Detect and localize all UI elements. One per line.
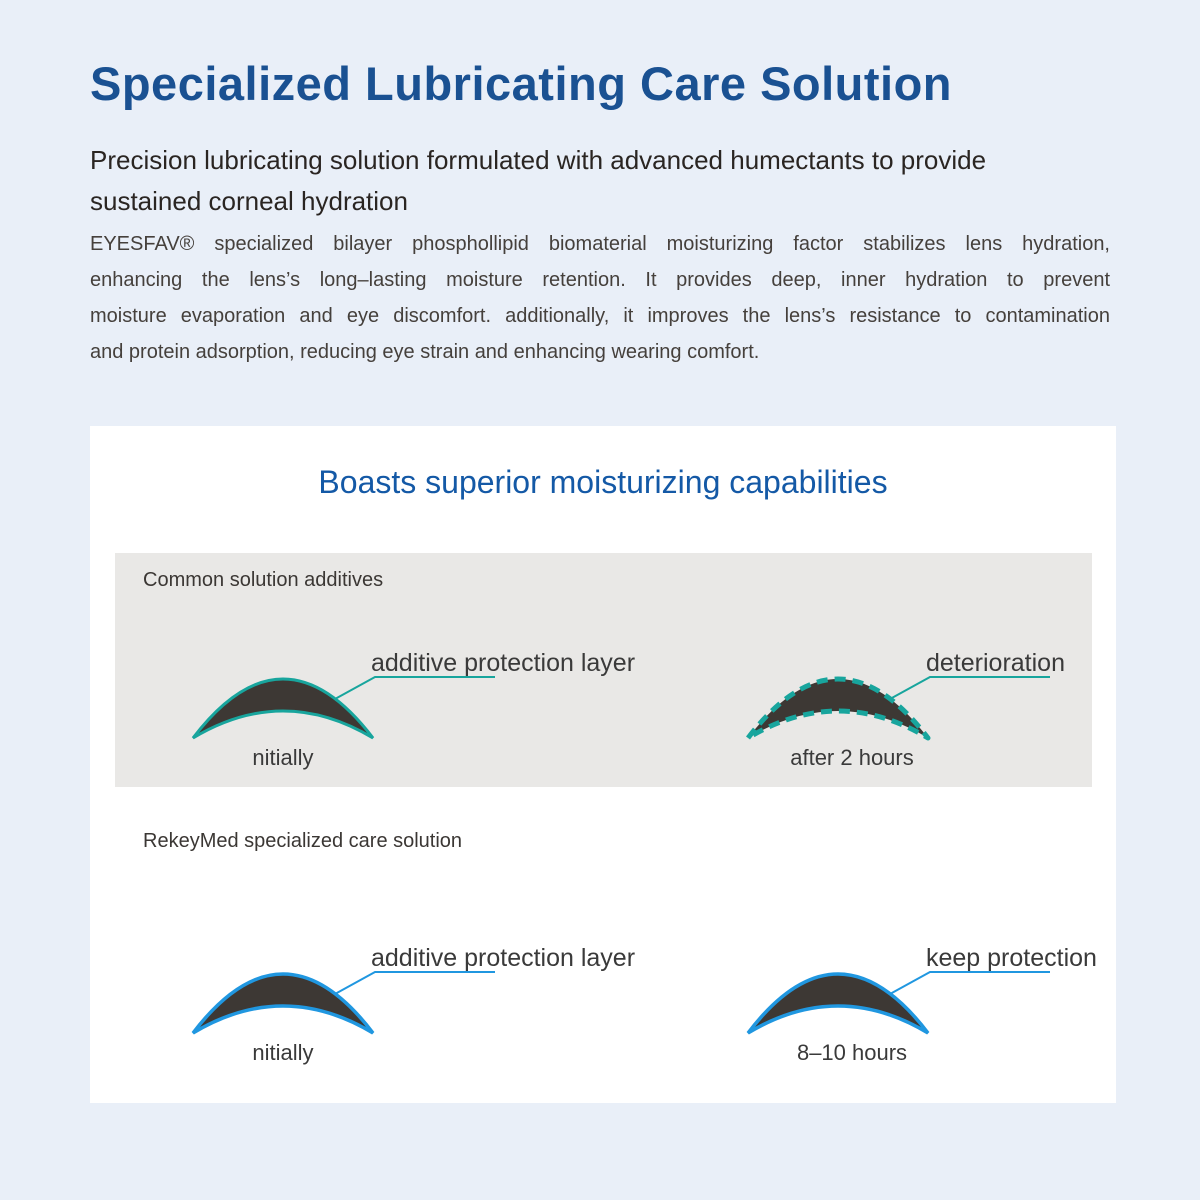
body-paragraph-line: enhancing the lens’s long–lasting moisture retention. It provides deep, inner hydration to prevent bbox=[90, 269, 1110, 291]
leader-line bbox=[890, 677, 1050, 699]
lens-diagram bbox=[185, 635, 635, 785]
leader-line bbox=[335, 677, 495, 699]
lens-diagram bbox=[740, 930, 1190, 1080]
lens-diagram bbox=[740, 635, 1190, 785]
lens-figure-rekeymed-initial bbox=[185, 930, 635, 1080]
body-paragraph bbox=[90, 226, 1110, 370]
figure-label: keep protection bbox=[926, 944, 1097, 972]
lens-shape bbox=[193, 974, 373, 1033]
body-paragraph-line: EYESFAV® specialized bilayer phosphollipid biomaterial moisturizing factor stabilizes lens hydration, bbox=[90, 233, 1110, 255]
figure-label: deterioration bbox=[926, 649, 1065, 677]
page-subtitle-line: sustained corneal hydration bbox=[90, 186, 408, 216]
figure-caption: nitially bbox=[252, 745, 314, 770]
figure-label: additive protection layer bbox=[371, 944, 636, 972]
body-paragraph-line: and protein adsorption, reducing eye strain and enhancing wearing comfort. bbox=[90, 341, 760, 363]
lens-figure-common-initial bbox=[185, 635, 635, 785]
lens-figure-common-after-2-hours bbox=[740, 635, 1190, 785]
page-title: Specialized Lubricating Care Solution bbox=[90, 57, 953, 110]
panel-label-rekeymed: RekeyMed specialized care solution bbox=[143, 830, 463, 852]
page-subtitle-line: Precision lubricating solution formulated with advanced humectants to provide bbox=[90, 145, 987, 175]
lens-figure-rekeymed-8-10-hours bbox=[740, 930, 1190, 1080]
page-subtitle bbox=[90, 140, 986, 222]
lens-shape bbox=[193, 679, 373, 738]
panel-label-common-additives: Common solution additives bbox=[143, 569, 384, 591]
body-paragraph-line: moisture evaporation and eye discomfort. additionally, it improves the lens’s resistance to contamination bbox=[90, 305, 1110, 327]
figure-caption: after 2 hours bbox=[790, 745, 914, 770]
lens-shape-deteriorated bbox=[748, 679, 928, 738]
lens-diagram bbox=[185, 930, 635, 1080]
leader-line bbox=[890, 972, 1050, 994]
leader-line bbox=[335, 972, 495, 994]
figure-label: additive protection layer bbox=[371, 649, 636, 677]
figure-caption: nitially bbox=[252, 1040, 314, 1065]
card-title: Boasts superior moisturizing capabilities bbox=[318, 464, 888, 500]
figure-caption: 8–10 hours bbox=[796, 1040, 908, 1065]
info-card bbox=[90, 426, 1116, 1103]
lens-shape bbox=[748, 974, 928, 1033]
